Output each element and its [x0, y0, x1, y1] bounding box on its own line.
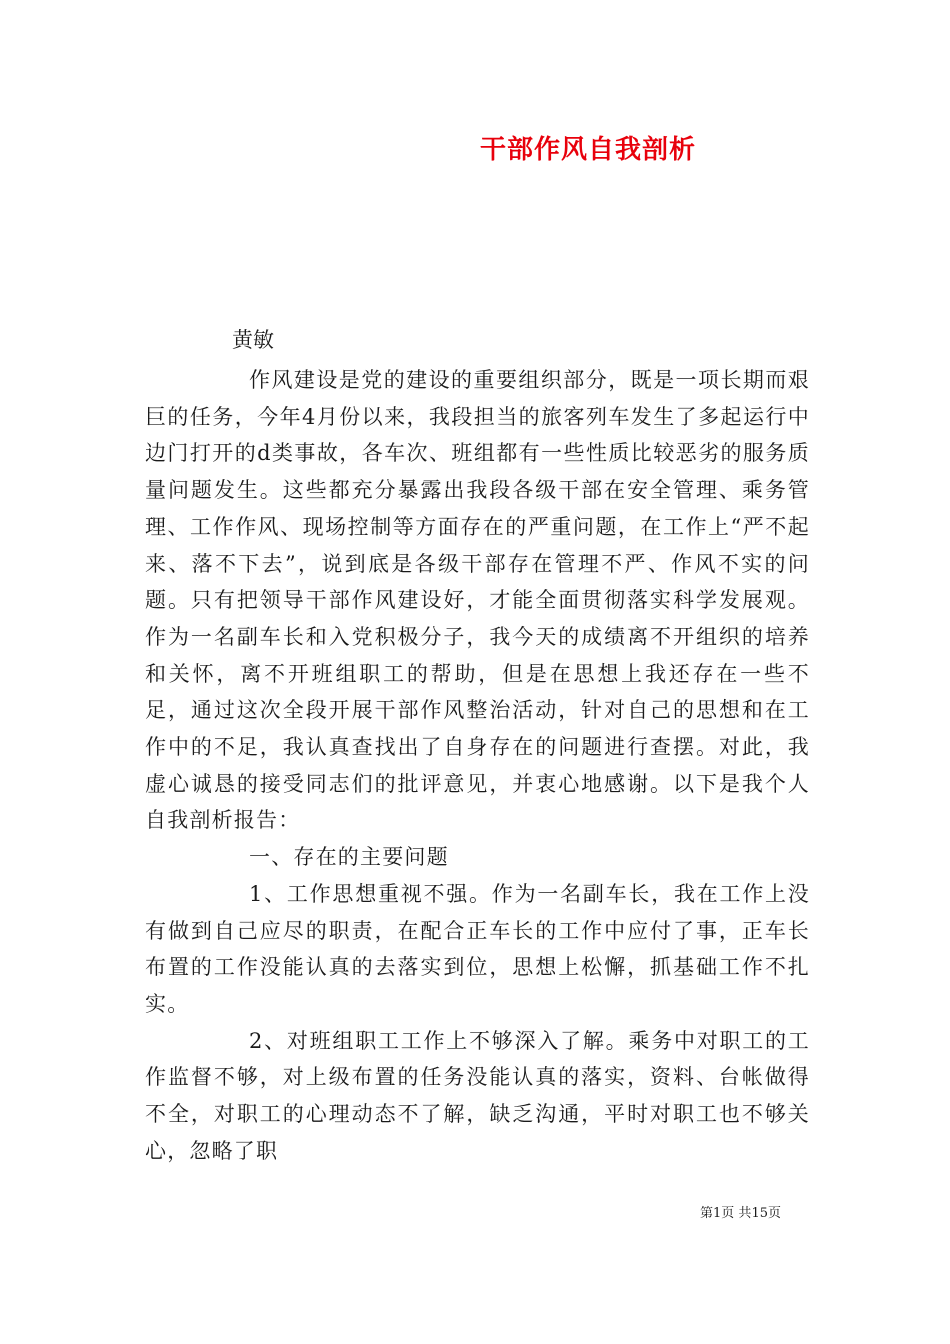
footer-prefix: 第: [700, 1206, 714, 1221]
page-footer: [700, 1205, 781, 1223]
total-page-count: 15: [751, 1206, 768, 1221]
current-page-number: 1: [713, 1206, 722, 1221]
footer-middle: 页 共: [721, 1206, 752, 1221]
problem-item-2: 2、对班组职工工作上不够深入了解。乘务中对职工的工作监督不够，对上级布置的任务没能认真的落实，资料、台帐做得不全，对职工的心理动态不了解，缺乏沟通，平时对职工也不够关心，忽略了职: [145, 1028, 810, 1163]
author-name: 黄敏: [232, 328, 274, 352]
problem-item-1: 1、工作思想重视不强。作为一名副车长，我在工作上没有做到自己应尽的职责，在配合正车长的工作中应付了事，正车长布置的工作没能认真的去落实到位，思想上松懈，抓基础工作不扎实。: [145, 881, 810, 1016]
footer-suffix: 页: [767, 1206, 781, 1221]
section-heading: 一、存在的主要问题: [249, 845, 449, 870]
intro-paragraph: 作风建设是党的建设的重要组织部分，既是一项长期而艰巨的任务，今年4月份以来，我段担当的旅客列车发生了多起运行中边门打开的d类事故，各车次、班组都有一些性质比较恶劣的服务质量问题发生。这些都充分暴露出我段各级干部在安全管理、乘务管理、工作作风、现场控制等方面存在的严重问题，在工作上“严不起来、落不下去”，说到底是各级干部存在管理不严、作风不实的问题。只有把领导干部作风建设好，才能全面贯彻落实科学发展观。作为一名副车长和入党积极分子，我今天的成绩离不开组织的培养和关怀，离不开班组职工的帮助，但是在思想上我还存在一些不足，通过这次全段开展干部作风整治活动，针对自己的思想和在工作中的不足，我认真查找出了自身存在的问题进行查摆。对此，我虚心诚恳的接受同志们的批评意见，并衷心地感谢。以下是我个人自我剖析报告：: [145, 368, 810, 833]
document-body: [145, 362, 810, 1169]
document-title: 干部作风自我剖析: [479, 135, 696, 165]
